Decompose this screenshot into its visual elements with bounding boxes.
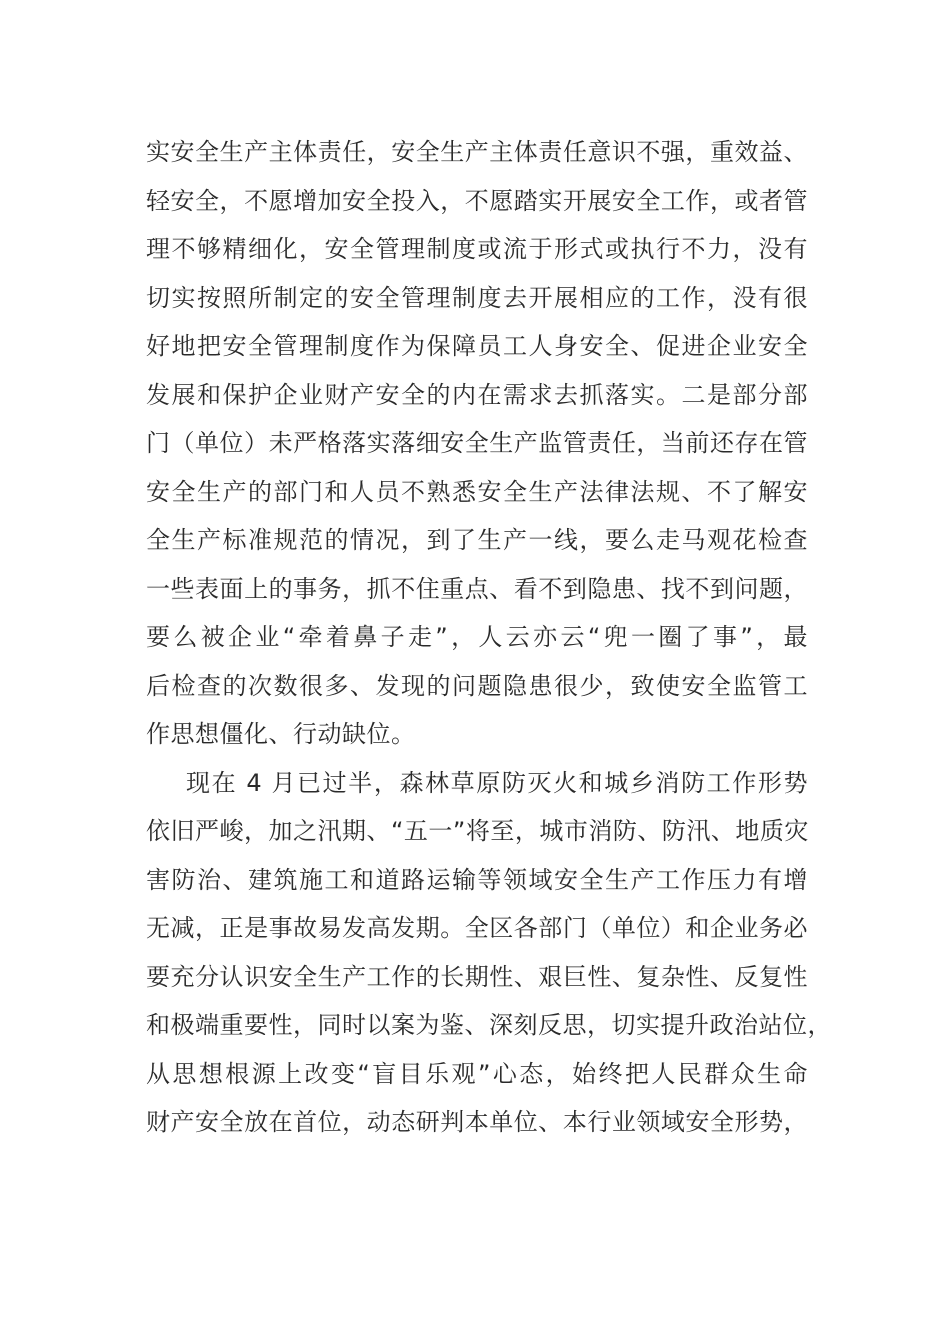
text-line: 无减，正是事故易发高发期。全区各部门（单位）和企业务必 bbox=[146, 914, 808, 942]
text-line: 财产安全放在首位，动态研判本单位、本行业领域安全形势， bbox=[146, 1108, 808, 1136]
body-text bbox=[146, 128, 832, 1147]
paragraph-2 bbox=[146, 759, 832, 1147]
text-line: 现在 4 月已过半，森林草原防灭火和城乡消防工作形势 bbox=[186, 768, 808, 797]
text-line: 切实按照所制定的安全管理制度去开展相应的工作，没有很 bbox=[146, 283, 808, 312]
text-line: 好地把安全管理制度作为保障员工人身安全、促进企业安全 bbox=[146, 332, 808, 360]
text-line: 实安全生产主体责任，安全生产主体责任意识不强，重效益、 bbox=[146, 138, 808, 166]
text-line: 和极端重要性，同时以案为鉴、深刻反思，切实提升政治站位， bbox=[146, 1011, 832, 1039]
text-line: 安全生产的部门和人员不熟悉安全生产法律法规、不了解安 bbox=[146, 477, 808, 506]
text-line: 轻安全，不愿增加安全投入，不愿踏实开展安全工作，或者管 bbox=[146, 186, 808, 215]
text-line: 要么被企业“牵着鼻子走”，人云亦云“兜一圈了事”，最 bbox=[146, 623, 808, 651]
text-line: 作思想僵化、行动缺位。 bbox=[146, 720, 416, 748]
text-line: 害防治、建筑施工和道路运输等领域安全生产工作压力有增 bbox=[146, 865, 808, 894]
text-line: 理不够精细化，安全管理制度或流于形式或执行不力，没有 bbox=[146, 235, 808, 263]
text-line: 一些表面上的事务，抓不住重点、看不到隐患、找不到问题， bbox=[146, 574, 808, 603]
text-line: 要充分认识安全生产工作的长期性、艰巨性、复杂性、反复性 bbox=[146, 962, 808, 991]
paragraph-1 bbox=[146, 128, 808, 759]
text-line: 从思想根源上改变“盲目乐观”心态，始终把人民群众生命 bbox=[146, 1059, 808, 1088]
text-line: 后检查的次数很多、发现的问题隐患很少，致使安全监管工 bbox=[146, 671, 808, 700]
text-line: 门（单位）未严格落实落细安全生产监管责任，当前还存在管 bbox=[146, 429, 808, 457]
text-line: 依旧严峻，加之汛期、“五一”将至，城市消防、防汛、地质灾 bbox=[146, 817, 809, 845]
text-line: 发展和保护企业财产安全的内在需求去抓落实。二是部分部 bbox=[146, 380, 808, 409]
text-line: 全生产标准规范的情况，到了生产一线，要么走马观花检查 bbox=[146, 526, 808, 554]
